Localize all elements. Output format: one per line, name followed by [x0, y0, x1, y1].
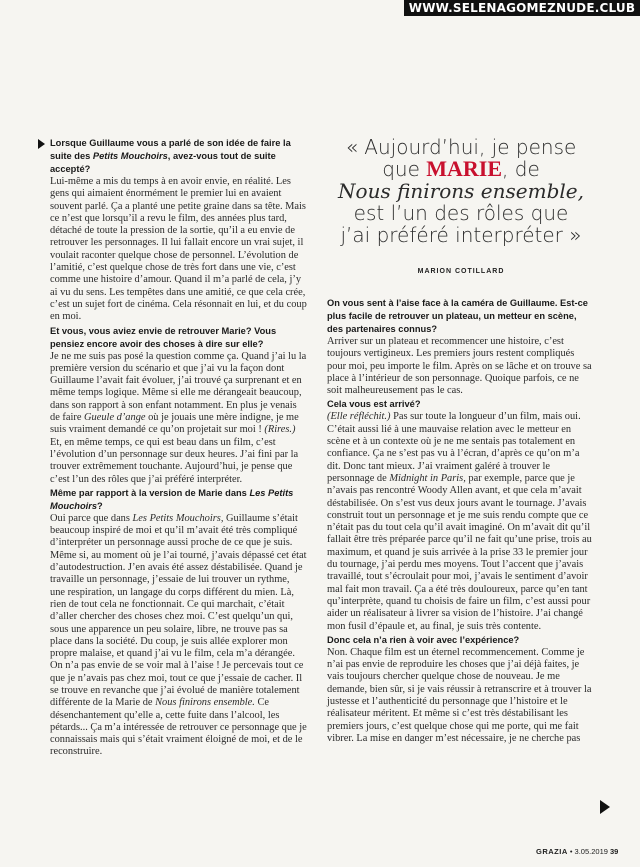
pullquote-line-2: que MARIE, de — [382, 156, 540, 181]
left-column — [50, 136, 307, 760]
pullquote-attribution: MARION COTILLARD — [417, 268, 505, 275]
question-1: Lorsque Guillaume vous a parlé de son idée de faire la suite des Petits Mouchoirs, avez-vous tout de suite accepté? — [50, 138, 291, 174]
answer-4: Arriver sur un plateau et recommencer une histoire, c’est toujours vertigineux. Les premiers jours restent compliqués pour moi, peu importe le film. Après on se lâche et on trouve sa place à l’intérieur de son personnage. Quoique parfois, ce ne soit malheureusement pas le cas. — [327, 336, 592, 397]
question-3: Même par rapport à la version de Marie dans Les Petits Mouchoirs? — [50, 487, 294, 511]
page-number: 39 — [610, 847, 619, 856]
answer-6: Non. Chaque film est un éternel recommencement. Comme je n’ai pas envie de reproduire les choses que j’ai déjà faites, je vais toujours chercher quelque chose de nouveau. Je me demande, bien sûr, si je vais réussir à retranscrire et à trouver la justesse et l’authenticité du personnage que l’histoire et le réalisateur méritent. Et même si c’est très déstabilisant les premiers jours, c’est quelque chose qui me porte, qui me fait vibrer. La mise en danger m’est nécessaire, je ne cherche pas — [327, 646, 592, 744]
pullquote-line-4: est l’un des rôles que — [353, 201, 569, 225]
answer-2: Je ne me suis pas posé la question comme ça. Quand j’ai lu la première version du scénario et que j’ai vu la façon dont Guillaume l’avait fait évoluer, j’ai trouvé ça surprenant et en même temps logique. Même si elle me dérangeait beaucoup, dans son rapport à son enfant notamment. En plus je venais de faire Gueule d’ange où je jouais une mère indigne, je me suis vraiment demandé ce qu’on projetait sur moi ! (Rires.) Et, en même temps, ce qui est beau dans un film, c’est l’évolution d’un personnage sur deux heures. J’ai fini par la trouver extrêmement touchante. Aujourd’hui, je pense que c’est l’un des rôles que j’ai préféré interpréter. — [50, 350, 307, 485]
right-column — [327, 296, 595, 746]
watermark: WWW.SELENAGOMEZNUDE.CLUB — [404, 0, 640, 16]
pullquote-line-1: « Aujourd’hui, je pense — [345, 135, 577, 159]
pull-quote — [327, 136, 595, 246]
question-5: Cela vous est arrivé? — [327, 399, 421, 410]
continue-arrow-icon — [600, 800, 610, 814]
question-2: Et vous, vous aviez envie de retrouver Marie? Vous pensiez encore avoir des choses à dire sur elle? — [50, 325, 277, 349]
answer-1: Lui-même a mis du temps à en avoir envie, en réalité. Les gens qui aimaient énormément le premier lui en avaient souvent parlé. Ça a planté une petite graine dans sa tête. Mais ce n’est que lorsqu’il a revu le film, des années plus tard, détaché de toute la pression de la sortie, qu’il a eu envie de retrouver les personnages. Il lui fallait encore un vrai sujet, il voulait raconter quelque chose de personnel. L’évolution de l’amitié, c’est quelque chose de très fort dans une vie, c’est comme une histoire d’amour. Quand il m’a parlé de cela, j’y ai vu du sens. Les tempêtes dans une amitié, ce que cela crée, c’est un sujet fort de cinéma. Cela résonnait en lui, et du coup en moi. — [50, 176, 307, 323]
pullquote-name: MARIE — [426, 156, 503, 181]
question-6: Donc cela n’a rien à voir avec l’expérience? — [327, 634, 520, 645]
pullquote-line-5: j’ai préféré interpréter » — [340, 223, 582, 247]
question-4: On vous sent à l’aise face à la caméra de Guillaume. Est-ce plus facile de retrouver un plateau, un metteur en scène, des partenaires connus? — [327, 298, 588, 334]
page-footer — [536, 847, 619, 856]
magazine-name: GRAZIA — [536, 847, 568, 856]
pullquote-film-title: Nous finirons ensemble, — [338, 179, 584, 203]
question-arrow-icon — [38, 139, 45, 149]
answer-3: Oui parce que dans Les Petits Mouchoirs, Guillaume s’était beaucoup inspiré de moi et qu’il m’avait été très compliqué d’interpréter un personnage aussi proche de ce que je suis. Même si, au moment où je l’ai tourné, j’avais dépassé cet état d’autodestruction. J’en avais été assez déstabilisée. Quand je travaille un personnage, j’essaie de lui trouver un rythme, une respiration, un langage du corps différent du mien. Là, rien de tout cela ne fonctionnait. Ce qui marchait, c’était d’aller chercher des choses chez moi. C’est quelqu’un qui, sous une apparence un peu solaire, libre, ne trouve pas sa place dans la société. Du coup, je suis allée explorer mon propre malaise, et quand j’ai vu le film, cela m’a dérangée. On n’a pas envie de se voir mal à l’aise ! Je percevais tout ce que je n’avais pas chez moi, tout ce que j’essaie de cacher. Il se trouve en revanche que j’ai évolué de manière totalement différente de la Marie de Nous finirons ensemble. Ce désenchantement qu’elle a, cette fuite dans l’alcool, les pétards... Ça m’a intéressée de retrouver ce personnage que je connaissais mais qui s’était vraiment éloigné de moi, et de le reconstruire. — [50, 512, 307, 758]
answer-5: (Elle réfléchit.) Pas sur toute la longueur d’un film, mais oui. C’était aussi lié à une mauvaise relation avec le metteur en scène et à un contexte où je ne me sentais pas totalement en confiance. Ça ne s’est pas vu à l’écran, d’après ce qu’on m’a dit. Donc tant mieux. J’ai vraiment galéré à trouver le personnage de Midnight in Paris, par exemple, parce que je n’avais pas rencontré Woody Allen avant, et que cela m’avait déstabilisée. On s’est vus deux jours avant le tournage. J’avais construit tout un personnage et je me suis rendu compte que ce n’était pas du tout cela qu’il avait imaginé. On m’avait dit qu’il fallait être très préparée parce qu’il ne fait qu’une prise, trois au maximum, et quand je suis arrivée à la prise 33 le premier jour du tournage, j’ai perdu mes moyens. Tout l’accent que j’avais travaillé, tout s’écroulait pour moi, j’avais le sentiment d’avoir mal fait mon travail. Ça a été très douloureux, parce qu’en tant qu’interprète, quand tu choisis de faire un film, c’est aussi pour aider un réalisateur à livrer sa vision de l’histoire. J’ai changé mon fusil d’épaule et, au final, je suis très contente. — [327, 411, 592, 632]
issue-date: • 3.05.2019 — [569, 847, 608, 856]
